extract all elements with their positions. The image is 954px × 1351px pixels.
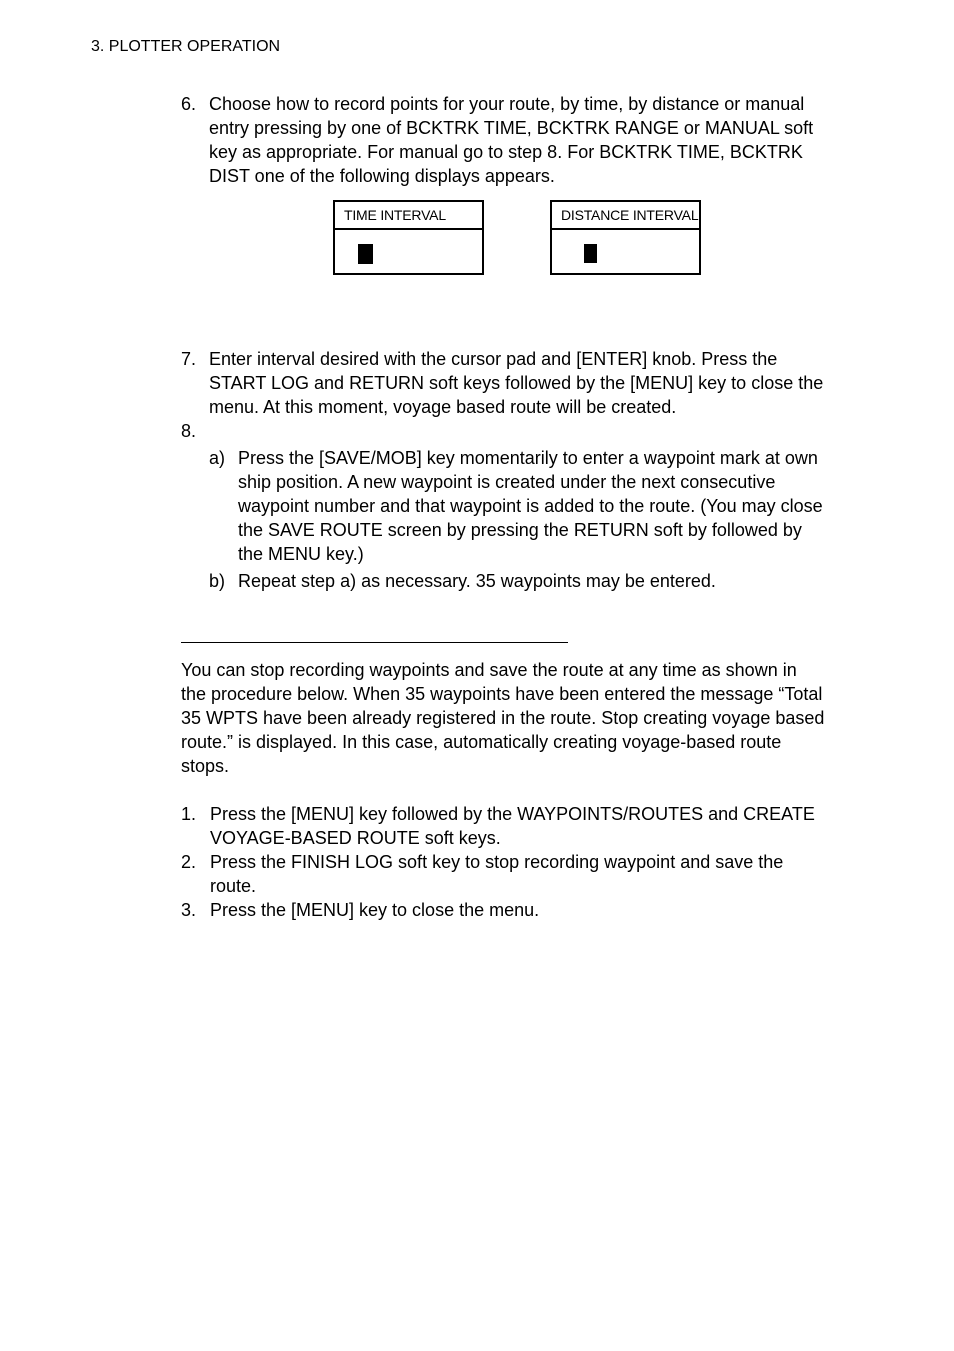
section-divider — [181, 642, 568, 643]
substep-text — [238, 569, 716, 593]
step-number: 6. — [181, 94, 197, 114]
step-number: 2. — [181, 852, 197, 872]
input-cursor — [358, 244, 373, 264]
text-line: route.” is displayed. In this case, automatically creating voyage-based route — [181, 732, 782, 752]
step-text — [209, 92, 813, 188]
substep-label: a) — [209, 448, 226, 468]
text-line: the SAVE ROUTE screen by pressing the RETURN soft by followed by — [238, 520, 802, 540]
text-line: VOYAGE-BASED ROUTE soft keys. — [210, 828, 501, 848]
text-line: entry pressing by one of BCKTRK TIME, BCKTRK RANGE or MANUAL soft — [209, 118, 814, 138]
text-line: Press the [MENU] key to close the menu. — [210, 900, 540, 920]
step-number: 7. — [181, 349, 197, 369]
text-line: the procedure below. When 35 waypoints have been entered the message “Total — [181, 684, 823, 704]
text-line: 35 WPTS have been already registered in the route. Stop creating voyage based — [181, 708, 825, 728]
substep-text — [238, 446, 823, 566]
text-line: menu. At this moment, voyage based route will be created. — [209, 397, 677, 417]
step-text — [210, 802, 815, 850]
text-line: Press the FINISH LOG soft key to stop recording waypoint and save the — [210, 852, 784, 872]
text-line: DIST one of the following displays appears. — [209, 166, 555, 186]
step-text — [210, 898, 539, 922]
input-cursor — [584, 244, 597, 263]
time-interval-label: TIME INTERVAL — [335, 202, 482, 230]
substep-label: b) — [209, 571, 226, 591]
text-line: Repeat step a) as necessary. 35 waypoints may be entered. — [238, 571, 716, 591]
intro-paragraph — [181, 658, 824, 778]
text-line: the MENU key.) — [238, 544, 364, 564]
step-text — [209, 347, 823, 419]
text-line: ship position. A new waypoint is created under the next consecutive — [238, 472, 776, 492]
step-number: 1. — [181, 804, 197, 824]
distance-interval-display — [550, 200, 701, 275]
step-number: 3. — [181, 900, 197, 920]
time-interval-display — [333, 200, 484, 275]
step-text — [210, 850, 783, 898]
distance-interval-label: DISTANCE INTERVAL — [552, 202, 699, 230]
text-line: START LOG and RETURN soft keys followed by the [MENU] key to close the — [209, 373, 824, 393]
text-line: waypoint number and that waypoint is added to the route. (You may close — [238, 496, 823, 516]
step-number: 8. — [181, 421, 197, 441]
text-line: stops. — [181, 756, 230, 776]
page-header: 3. PLOTTER OPERATION — [91, 38, 281, 55]
text-line: You can stop recording waypoints and save the route at any time as shown in — [181, 660, 797, 680]
text-line: Choose how to record points for your route, by time, by distance or manual — [209, 94, 805, 114]
text-line: key as appropriate. For manual go to step 8. For BCKTRK TIME, BCKTRK — [209, 142, 803, 162]
text-line: route. — [210, 876, 257, 896]
text-line: Enter interval desired with the cursor pad and [ENTER] knob. Press the — [209, 349, 778, 369]
text-line: Press the [SAVE/MOB] key momentarily to enter a waypoint mark at own — [238, 448, 818, 468]
text-line: Press the [MENU] key followed by the WAYPOINTS/ROUTES and CREATE — [210, 804, 815, 824]
